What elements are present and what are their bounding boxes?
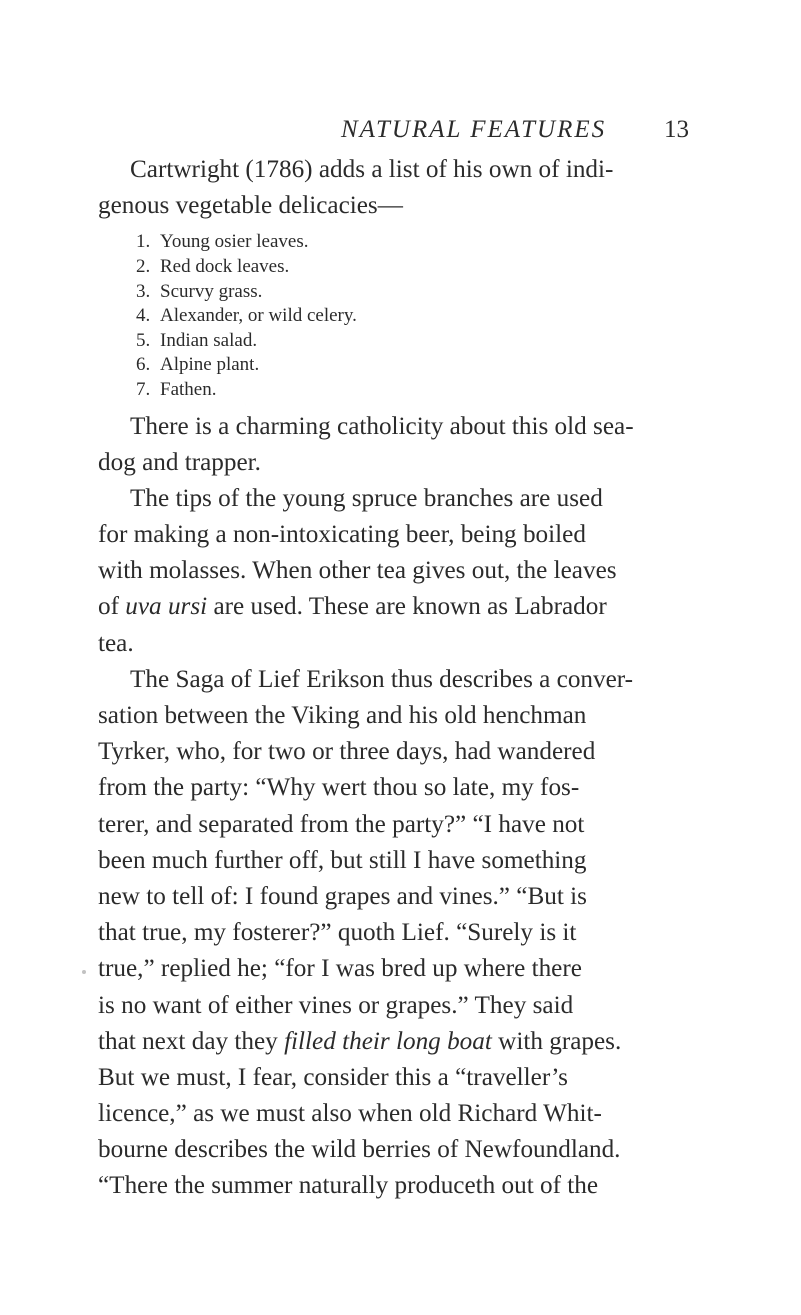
text-fragment: that next day they (98, 1027, 285, 1055)
list-text: Young osier leaves. (160, 231, 309, 253)
list-item (98, 280, 683, 305)
list-text: Scurvy grass. (160, 280, 263, 302)
text-line: licence,” as we must also when old Richard Whit- (98, 1100, 602, 1128)
text-line: new to tell of: I found grapes and vines.” “But is (98, 882, 587, 910)
list-item (98, 304, 683, 329)
running-head (0, 108, 801, 148)
text-line: tea. (98, 629, 134, 657)
list-number: 3. (136, 280, 151, 302)
paragraph-saga (98, 662, 683, 1205)
list-number: 4. (136, 305, 151, 327)
text-line: that true, my fosterer?” quoth Lief. “Surely is it (98, 919, 577, 947)
text-line: But we must, I fear, consider this a “traveller’s (98, 1063, 568, 1091)
body-text (98, 152, 683, 1205)
paper-speck (82, 970, 86, 974)
text-line: dog and trapper. (98, 448, 261, 476)
text-line: with molasses. When other tea gives out, the leaves (98, 557, 617, 585)
running-title: NATURAL FEATURES (341, 116, 607, 143)
paragraph-spruce-beer (98, 481, 683, 662)
list-number: 6. (136, 354, 151, 376)
list-item (98, 353, 683, 378)
text-line: is no want of either vines or grapes.” They said (98, 991, 574, 1019)
text-line: been much further off, but still I have something (98, 846, 587, 874)
italic-term: uva ursi (125, 593, 208, 621)
list-item (98, 255, 683, 280)
text-line: There is a charming catholicity about this old sea- (130, 412, 634, 440)
list-number: 5. (136, 329, 151, 351)
list-text: Indian salad. (160, 329, 258, 351)
list-text: Red dock leaves. (160, 255, 290, 277)
text-line: for making a non-intoxicating beer, being boiled (98, 521, 586, 549)
text-fragment: with grapes. (491, 1027, 622, 1055)
list-item (98, 378, 683, 403)
text-line (98, 589, 683, 625)
text-line (98, 1024, 683, 1060)
text-line: The Saga of Lief Erikson thus describes a conver- (130, 665, 634, 693)
text-line: Cartwright (1786) adds a list of his own of indi- (130, 156, 614, 183)
text-fragment: are used. These are known as Labrador (207, 593, 607, 621)
list-number: 1. (136, 231, 151, 253)
list-text: Fathen. (160, 378, 217, 400)
text-line: “There the summer naturally produceth out of the (98, 1172, 599, 1200)
list-number: 7. (136, 378, 151, 400)
text-line: terer, and separated from the party?” “I have not (98, 810, 585, 838)
list-item (98, 329, 683, 354)
text-line: The tips of the young spruce branches are used (130, 484, 603, 512)
intro-paragraph (98, 152, 683, 224)
list-number: 2. (136, 255, 151, 277)
paragraph-catholicity (98, 409, 683, 481)
text-line: true,” replied he; “for I was bred up where there (98, 955, 582, 983)
page-number: 13 (664, 116, 689, 143)
text-line: sation between the Viking and his old henchman (98, 702, 587, 730)
vegetable-list (98, 230, 683, 402)
text-fragment: of (98, 593, 126, 621)
list-text: Alexander, or wild celery. (160, 305, 357, 327)
list-item (98, 230, 683, 255)
list-text: Alpine plant. (160, 354, 260, 376)
text-line: from the party: “Why wert thou so late, my fos- (98, 774, 580, 802)
text-line: genous vegetable delicacies— (98, 192, 403, 220)
text-line: Tyrker, who, for two or three days, had wandered (98, 738, 596, 766)
italic-phrase: filled their long boat (284, 1027, 492, 1055)
text-line: bourne describes the wild berries of Newfoundland. (98, 1136, 621, 1164)
